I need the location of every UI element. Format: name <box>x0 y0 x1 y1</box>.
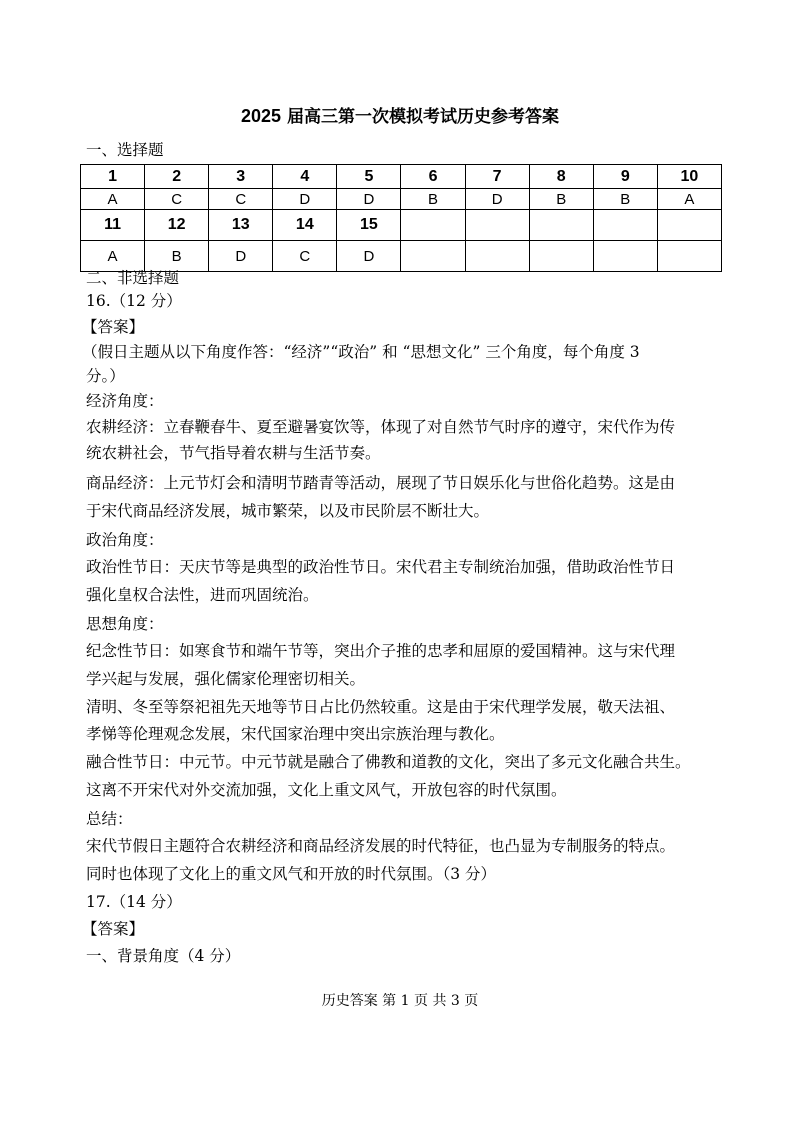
paragraph-line: 学兴起与发展，强化儒家伦理密切相关。 <box>86 670 366 688</box>
question-number: 5 <box>337 165 401 189</box>
empty-cell <box>657 210 721 241</box>
section-heading-choice: 一、选择题 <box>86 141 164 159</box>
empty-cell <box>657 241 721 272</box>
paragraph-line: 商品经济：上元节灯会和清明节踏青等活动，展现了节日娱乐化与世俗化趋势。这是由 <box>86 474 676 492</box>
question-number: 4 <box>273 165 337 189</box>
question-number: 2 <box>145 165 209 189</box>
paragraph-line: 分。） <box>86 367 125 385</box>
paragraph-line: 农耕经济：立春鞭春牛、夏至避暑宴饮等，体现了对自然节气时序的遵守，宋代作为传 <box>86 418 676 436</box>
subheading: 总结： <box>86 810 133 828</box>
empty-cell <box>465 210 529 241</box>
subheading: 政治角度： <box>86 531 164 549</box>
paragraph-line: （假日主题从以下角度作答：“经济”“政治” 和 “思想文化” 三个角度，每个角度 3 <box>82 343 640 361</box>
paragraph-line: 孝悌等伦理观念发展，宋代国家治理中突出宗族治理与教化。 <box>86 725 505 743</box>
paragraph-line: 统农耕社会，节气指导着农耕与生活节奏。 <box>86 444 381 462</box>
empty-cell <box>529 210 593 241</box>
table-row <box>81 189 722 210</box>
question-number: 9 <box>593 165 657 189</box>
question-number: 13 <box>209 210 273 241</box>
subheading: 经济角度： <box>86 392 164 410</box>
answer-letter: A <box>81 189 145 210</box>
answer-letter: B <box>593 189 657 210</box>
question-number: 14 <box>273 210 337 241</box>
answer-letter: B <box>529 189 593 210</box>
answer-letter: A <box>657 189 721 210</box>
table-row <box>81 210 722 241</box>
answer-letter: B <box>401 189 465 210</box>
question-number: 6 <box>401 165 465 189</box>
empty-cell <box>401 241 465 272</box>
empty-cell <box>465 241 529 272</box>
question-number: 3 <box>209 165 273 189</box>
paragraph-line: 融合性节日：中元节。中元节就是融合了佛教和道教的文化，突出了多元文化融合共生。 <box>86 753 691 771</box>
answer-letter: C <box>145 189 209 210</box>
title-text: 届高三第一次模拟考试历史参考答案 <box>281 107 559 127</box>
paragraph-line: 这离不开宋代对外交流加强，文化上重文风气，开放包容的时代氛围。 <box>86 781 567 799</box>
answer-label: 【答案】 <box>82 920 145 938</box>
paragraph-line: 于宋代商品经济发展，城市繁荣，以及市民阶层不断壮大。 <box>86 502 490 520</box>
answer-letter: D <box>337 189 401 210</box>
question-number: 10 <box>657 165 721 189</box>
paragraph-line: 清明、冬至等祭祀祖先天地等节日占比仍然较重。这是由于宋代理学发展，敬天法祖、 <box>86 698 676 716</box>
question-number: 11 <box>81 210 145 241</box>
answer-label: 【答案】 <box>82 318 145 336</box>
empty-cell <box>593 241 657 272</box>
answer-letter: A <box>81 241 145 272</box>
question-number: 8 <box>529 165 593 189</box>
answer-letter: D <box>465 189 529 210</box>
section-heading-nonchoice: 二、非选择题 <box>86 269 180 287</box>
empty-cell <box>529 241 593 272</box>
subheading: 一、背景角度（4 分） <box>86 947 241 965</box>
paragraph-line: 政治性节日：天庆节等是典型的政治性节日。宋代君主专制统治加强，借助政治性节日 <box>86 558 676 576</box>
question-number: 7 <box>465 165 529 189</box>
question-number: 15 <box>337 210 401 241</box>
answer-letter: D <box>209 241 273 272</box>
title-year: 2025 <box>241 106 282 126</box>
table-row <box>81 241 722 272</box>
answer-letter: C <box>209 189 273 210</box>
paragraph-line: 强化皇权合法性，进而巩固统治。 <box>86 586 319 604</box>
answer-letter: D <box>337 241 401 272</box>
question-number-17: 17.（14 分） <box>86 893 182 911</box>
question-number-16: 16.（12 分） <box>86 292 182 310</box>
question-number: 1 <box>81 165 145 189</box>
answer-letter: C <box>273 241 337 272</box>
answer-table <box>80 164 722 272</box>
paragraph-line: 宋代节假日主题符合农耕经济和商品经济发展的时代特征，也凸显为专制服务的特点。 <box>86 837 676 855</box>
answer-letter: B <box>145 241 209 272</box>
page-title <box>0 102 800 127</box>
answer-letter: D <box>273 189 337 210</box>
empty-cell <box>401 210 465 241</box>
page-footer: 历史答案 第 1 页 共 3 页 <box>321 993 479 1009</box>
subheading: 思想角度： <box>86 615 164 633</box>
empty-cell <box>593 210 657 241</box>
paragraph-line: 纪念性节日：如寒食节和端午节等，突出介子推的忠孝和屈原的爱国精神。这与宋代理 <box>86 642 676 660</box>
paragraph-line: 同时也体现了文化上的重文风气和开放的时代氛围。（3 分） <box>86 865 497 883</box>
question-number: 12 <box>145 210 209 241</box>
table-row <box>81 165 722 189</box>
